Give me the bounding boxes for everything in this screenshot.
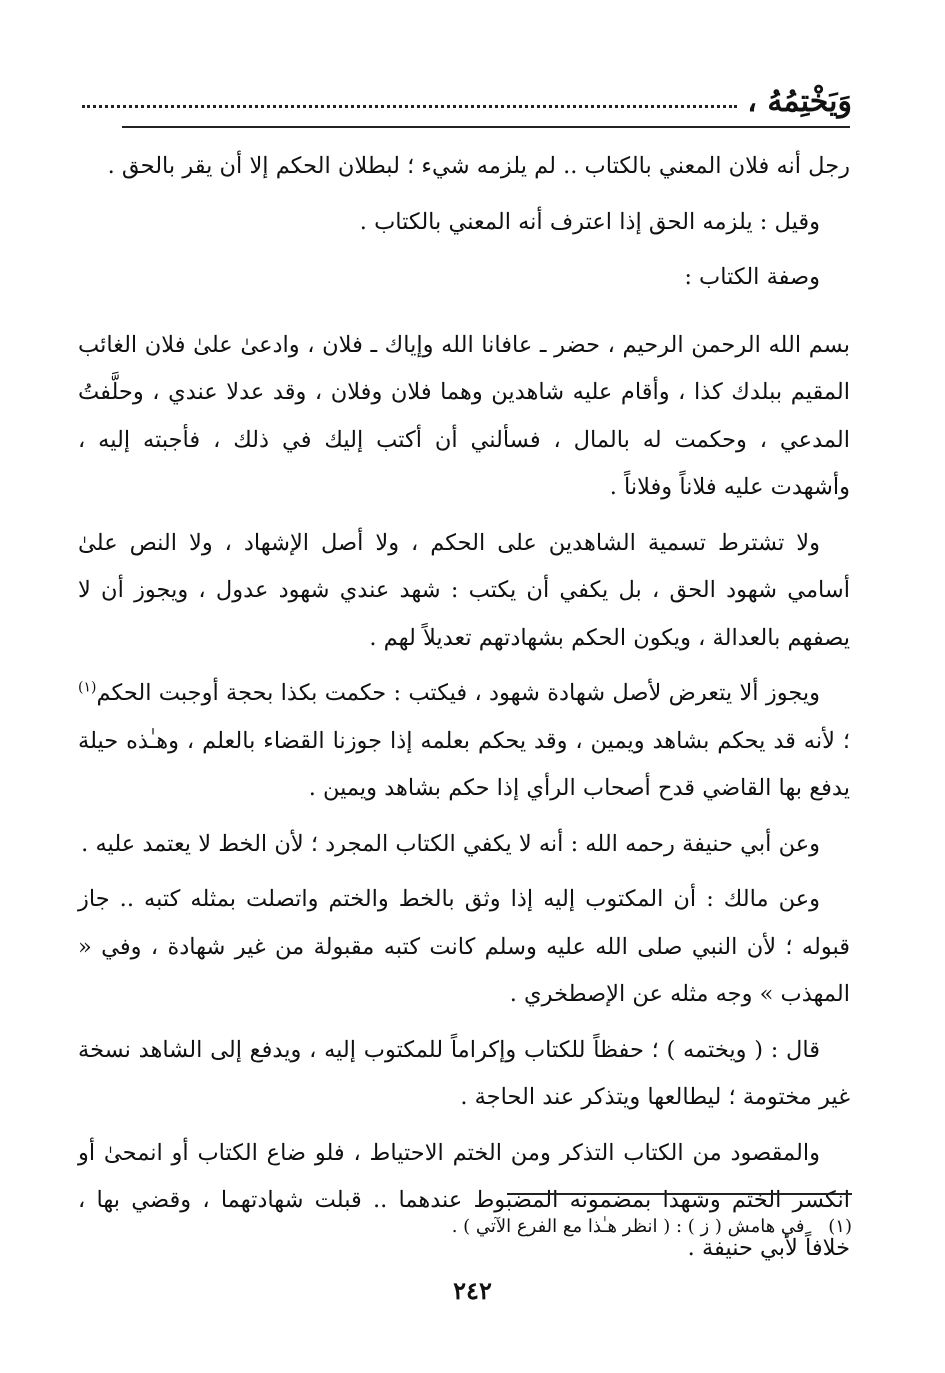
paragraph-6-part-1: ويجوز ألا يتعرض لأصل شهادة شهود ، فيكتب : حكمت بكذا بحجة أوجبت الحكم [96,680,820,706]
page-number: ٢٤٢ [453,1276,492,1305]
running-title: وَيَخْتِمُهُ ، [747,84,852,119]
footnote [200,1212,852,1242]
paragraph-10: والمقصود من الكتاب التذكر ومن الختم الاحتياط ، فلو ضاع الكتاب أو انمحىٰ أو انكسر الختم وشهدا بمضمونه المضبوط عندهما .. قبلت شهادتهما ، وقضي بها ، خلافاً لأبي حنيفة . [78,1139,850,1261]
footnote-number: (١) [828,1216,852,1237]
footnote-reference[interactable]: (١) [78,679,97,696]
footnote-text: في هامش ( ز ) : ( انظر هـٰذا مع الفرع الآتي ) . [451,1216,805,1237]
paragraph-8: وعن مالك : أن المكتوب إليه إذا وثق بالخط والختم واتصلت بمثله كتبه .. جاز قبوله ؛ لأن النبي صلى الله عليه وسلم كانت كتبه مقبولة من غير شهادة ، وفي « المهذب » وجه مثله عن الإصطخري . [78,886,850,1007]
footnote-rule [507,1193,852,1195]
paragraph-7: وعن أبي حنيفة رحمه الله : أنه لا يكفي الكتاب المجرد ؛ لأن الخط لا يعتمد عليه . [81,830,820,857]
running-header [82,68,852,118]
header-dot-leader [82,104,737,108]
paragraph-3: وصفة الكتاب : [684,264,820,290]
paragraph-6-part-2: ؛ لأنه قد يحكم بشاهد ويمين ، وقد يحكم بعلمه إذا جوزنا القضاء بالعلم ، وهـٰذه حيلة يدفع بها القاضي قدح أصحاب الرأي إذا حكم بشاهد ويمين . [78,727,850,801]
paragraph-6 [78,670,850,813]
header-rule [122,126,850,128]
paragraph-9: قال : ( ويختمه ) ؛ حفظاً للكتاب وإكراماً للمكتوب إليه ، ويدفع إلى الشاهد نسخة غير مختومة ؛ ليطالعها ويتذكر عند الحاجة . [78,1036,850,1110]
paragraph-1: رجل أنه فلان المعني بالكتاب .. لم يلزمه شيء ؛ لبطلان الحكم إلا أن يقر بالحق . [107,153,850,179]
paragraph-5: ولا تشترط تسمية الشاهدين على الحكم ، ولا أصل الإشهاد ، ولا النص علىٰ أسامي شهود الحق ، بل يكفي أن يكتب : شهد عندي شهود عدول ، ويجوز أن لا يصفهم بالعدالة ، ويكون الحكم بشهادتهم تعديلاً لهم . [78,529,850,651]
paragraph-4: بسم الله الرحمن الرحيم ، حضر ـ عافانا الله وإياك ـ فلان ، وادعىٰ علىٰ فلان الغائب المقيم ببلدك كذا ، وأقام عليه شاهدين وهما فلان وفلان ، وقد عدلا عندي ، وحلَّفتُ المدعي ، وحكمت له بالمال ، فسألني أن أكتب إليك في ذلك ، فأجبته إليه ، وأشهدت عليه فلاناً وفلاناً . [78,331,850,500]
paragraph-2: وقيل : يلزمه الحق إذا اعترف أنه المعني بالكتاب . [359,208,820,235]
